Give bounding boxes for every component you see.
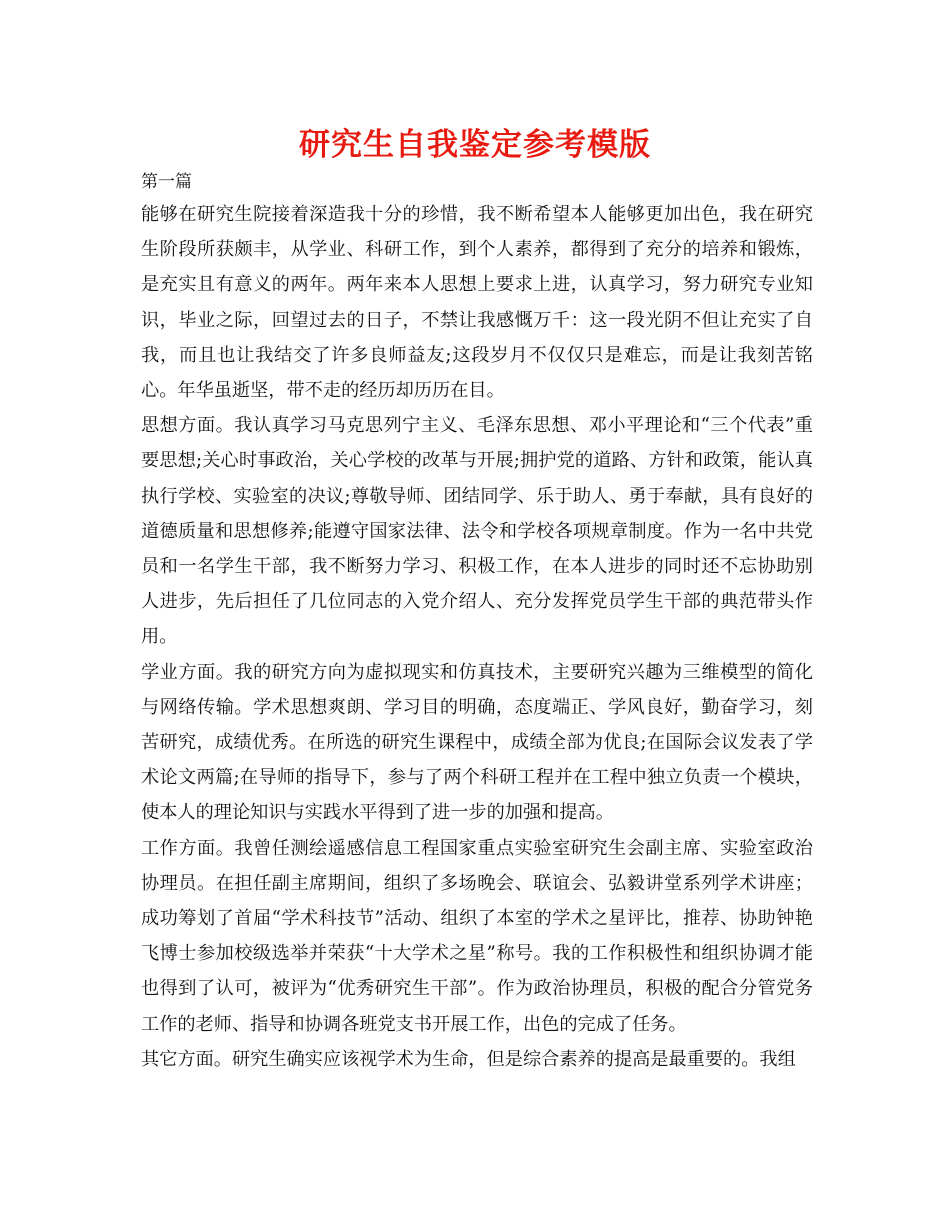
paragraph-academics: 学业方面。我的研究方向为虚拟现实和仿真技术，主要研究兴趣为三维模型的简化与网络传输。学术思想爽朗、学习目的明确，态度端正、学风良好，勤奋学习，刻苦研究，成绩优秀。在所选的研究生课程中，成绩全部为优良;在国际会议发表了学术论文两篇;在导师的指导下，参与了两个科研工程并在工程中独立负责一个模块，使本人的理论知识与实践水平得到了进一步的加强和提高。: [141, 661, 813, 824]
document-body: [141, 197, 813, 1077]
paragraph-work: 工作方面。我曾任测绘遥感信息工程国家重点实验室研究生会副主席、实验室政治协理员。在担任副主席期间，组织了多场晚会、联谊会、弘毅讲堂系列学术讲座；成功筹划了首届“学术科技节”活动、组织了本室的学术之星评比，推荐、协助钟艳飞博士参加校级选举并荣获“十大学术之星”称号。我的工作积极性和组织协调才能也得到了认可，被评为“优秀研究生干部”。作为政治协理员，积极的配合分管党务工作的老师、指导和协调各班党支书开展工作，出色的完成了任务。: [141, 837, 813, 1035]
document-title: 研究生自我鉴定参考模版: [299, 127, 651, 163]
paragraph-ideology: 思想方面。我认真学习马克思列宁主义、毛泽东思想、邓小平理论和“三个代表”重要思想;关心时事政治，关心学校的改革与开展;拥护党的道路、方针和政策，能认真执行学校、实验室的决议;尊敬导师、团结同学、乐于助人、勇于奉献，具有良好的道德质量和思想修养;能遵守国家法律、法令和学校各项规章制度。作为一名中共党员和一名学生干部，我不断努力学习、积极工作，在本人进步的同时还不忘协助别人进步，先后担任了几位同志的入党介绍人、充分发挥党员学生干部的典范带头作用。: [141, 415, 813, 648]
paragraph-intro: 能够在研究生院接着深造我十分的珍惜，我不断希望本人能够更加出色，我在研究生阶段所获颇丰，从学业、科研工作，到个人素养，都得到了充分的培养和锻炼，是充实且有意义的两年。两年来本人思想上要求上进，认真学习，努力研究专业知识，毕业之际，回望过去的日子，不禁让我感慨万千：这一段光阴不但让充实了自我，而且也让我结交了许多良师益友;这段岁月不仅仅只是难忘，而是让我刻苦铭心。年华虽逝坚，带不走的经历却历历在目。: [141, 204, 813, 402]
paragraph-other: 其它方面。研究生确实应该视学术为生命，但是综合素养的提高是最重要的。我组: [141, 1048, 796, 1070]
section-label: 第一篇: [141, 172, 192, 192]
